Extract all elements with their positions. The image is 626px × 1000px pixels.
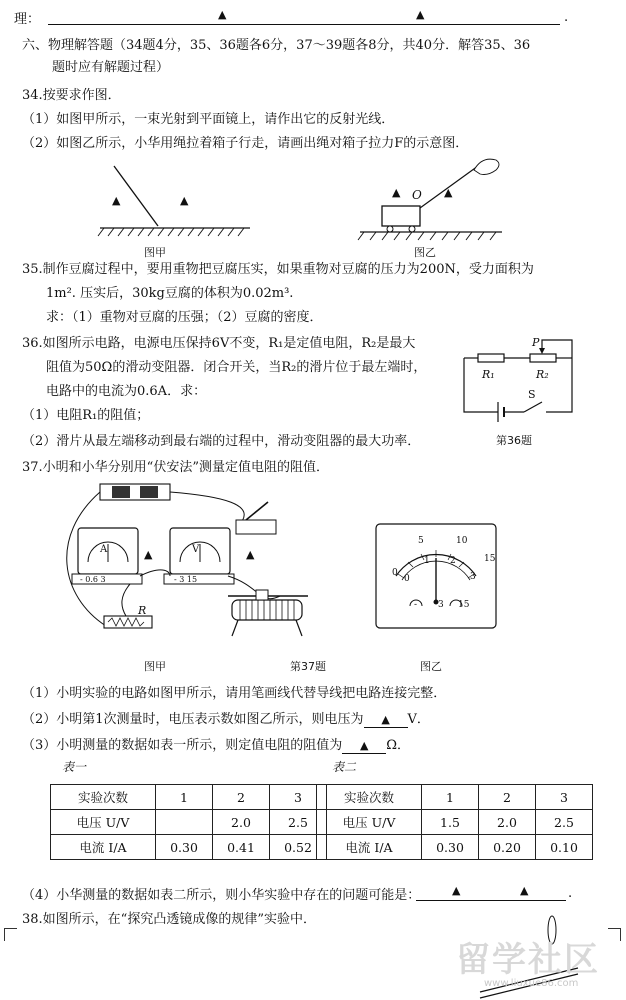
table-header-cell: 电流 I/A <box>317 835 422 860</box>
q34a-marker: ▲ <box>112 194 121 207</box>
unit-v: V． <box>407 712 430 727</box>
switch-base <box>236 520 276 534</box>
table-row <box>51 785 327 810</box>
table-cell: 1 <box>156 785 213 810</box>
table-cell: 0.10 <box>536 835 593 860</box>
q37-marker: ▲ <box>246 548 255 561</box>
table-cell: 2.0 <box>479 810 536 835</box>
crop-mark <box>4 928 17 941</box>
q37-part1: （1）小明实验的电路如图甲所示，请用笔画线代替导线把电路连接完整． <box>22 686 447 701</box>
q34-part1: （1）如图甲所示，一束光射到平面镜上，请作出它的反射光线． <box>22 112 395 127</box>
q37-part3 <box>22 734 410 754</box>
table-header-cell: 电流 I/A <box>51 835 156 860</box>
voltmeter-terminals: - 3 15 <box>174 575 198 584</box>
table-cell: 1.5 <box>422 810 479 835</box>
table-cell: 0.30 <box>156 835 213 860</box>
watermark-logo: 留学社区 <box>456 940 600 980</box>
dial-bottom-0: 0 <box>404 574 410 584</box>
table-row <box>51 810 327 835</box>
switch-lever <box>246 502 268 520</box>
unit-ohm: Ω． <box>386 738 411 753</box>
table-cell: 3 <box>536 785 593 810</box>
q37-marker: ▲ <box>144 548 153 561</box>
slider-arrow <box>539 348 545 354</box>
label-r1: R₁ <box>482 368 495 381</box>
q36-line2: 阻值为50Ω的滑动变阻器．闭合开关，当R₂的滑片位于最左端时， <box>46 360 427 375</box>
dial-top-5: 5 <box>418 536 424 546</box>
answer-marker: ▲ <box>218 8 227 21</box>
q37-stem: 37.小明和小华分别用“伏安法”测量定值电阻的阻值． <box>22 460 329 475</box>
q36-caption: 第36题 <box>496 434 532 447</box>
fig37-caption: 第37题 <box>290 660 326 673</box>
hand-drawing <box>474 159 499 174</box>
table-header-cell: 实验次数 <box>51 785 156 810</box>
table-row <box>317 835 593 860</box>
q37-figure-a <box>60 476 340 646</box>
battery-holder <box>100 484 170 500</box>
q36-line3: 电路中的电流为0.6A．求： <box>46 384 207 399</box>
rheostat-r2 <box>530 354 556 362</box>
dial-top-10: 10 <box>456 536 468 546</box>
table-row <box>317 785 593 810</box>
answer-marker: ▲ <box>416 8 425 21</box>
answer-line-label: 理： <box>14 12 41 27</box>
q36-part2: （2）滑片从最左端移动到最右端的过程中，滑动变阻器的最大功率． <box>22 434 421 449</box>
table1-title: 表一 <box>62 760 87 774</box>
answer-blank-line <box>416 900 566 901</box>
table-cell <box>156 810 213 835</box>
table-header-cell: 电压 U/V <box>317 810 422 835</box>
q34-stem: 34.按要求作图． <box>22 88 121 103</box>
q35-line1: 35.制作豆腐过程中，要用重物把豆腐压实，如果重物对豆腐的压力为200N，受力面积为 <box>22 262 534 277</box>
data-table-1 <box>50 784 327 860</box>
q34a-marker: ▲ <box>180 194 189 207</box>
rheostat-slider <box>256 590 268 600</box>
fig37a-caption: 图甲 <box>144 660 166 673</box>
q34-figure-b <box>356 150 516 240</box>
answer-blank-line <box>48 24 560 25</box>
dial-bottom-1: 1 <box>424 556 430 566</box>
table-cell: 2.5 <box>536 810 593 835</box>
cart-wheel <box>409 226 415 232</box>
box-cart <box>382 206 420 226</box>
answer-marker: ▲ <box>452 884 461 897</box>
rheostat-body <box>232 600 302 620</box>
q34b-marker: ▲ <box>444 186 453 199</box>
data-table-2 <box>316 784 593 860</box>
dial-bottom-2: 2 <box>450 556 456 566</box>
fig-b-caption: 图乙 <box>414 246 436 259</box>
label-s: S <box>528 388 536 401</box>
q36-line1: 36.如图所示电路，电源电压保持6V不变，R₁是定值电阻，R₂是最大 <box>22 336 416 351</box>
table-cell: 2 <box>213 785 270 810</box>
q36-circuit <box>458 336 578 418</box>
q37-part2 <box>22 708 430 728</box>
cart-wheel <box>387 226 393 232</box>
label-p: P <box>532 336 540 349</box>
table-cell: 0.41 <box>213 835 270 860</box>
dial-bottom-3: 3 <box>470 572 476 582</box>
crop-mark <box>608 928 621 941</box>
answer-blank: ▲ <box>342 738 386 754</box>
q38-stem: 38.如图所示，在“探究凸透镜成像的规律”实验中． <box>22 912 316 927</box>
point-o-label: O <box>412 188 422 202</box>
watermark-url: www.liuxue86.com <box>484 978 579 989</box>
table-header-cell: 实验次数 <box>317 785 422 810</box>
ammeter-terminals: - 0.6 3 <box>80 575 106 584</box>
q35-line2: 1m². 压实后，30kg豆腐的体积为0.02m³. <box>46 286 294 301</box>
q37-part3-text: （3）小明测量的数据如表一所示，则定值电阻的阻值为 <box>22 738 343 753</box>
mirror-hatch <box>98 228 244 236</box>
q34b-marker: ▲ <box>392 186 401 199</box>
dial-terminal-15: 15 <box>458 600 470 610</box>
table-cell: 2.0 <box>213 810 270 835</box>
table-cell: 1 <box>422 785 479 810</box>
dial-terminal-minus: - <box>414 600 418 610</box>
incident-ray <box>114 166 158 226</box>
fig37b-caption: 图乙 <box>420 660 442 673</box>
dial-terminal-3: 3 <box>438 600 444 610</box>
resistor-r1 <box>478 354 504 362</box>
line-end-period: . <box>564 10 569 25</box>
section-title: 六、物理解答题（34题4分，35、36题各6分，37～39题各8分，共40分．解答35、36 <box>22 38 531 53</box>
table-cell: 0.52 <box>270 835 327 860</box>
table-cell: 3 <box>270 785 327 810</box>
resistor-label: R <box>138 604 147 617</box>
table-cell: 2.5 <box>270 810 327 835</box>
table-cell: 0.20 <box>479 835 536 860</box>
voltmeter-label: V <box>192 544 200 555</box>
q35-line3: 求：（1）重物对豆腐的压强；（2）豆腐的密度． <box>46 310 323 325</box>
answer-marker: ▲ <box>520 884 529 897</box>
table2-title: 表二 <box>332 760 357 774</box>
fig-a-caption: 图甲 <box>144 246 166 259</box>
table-cell: 0.30 <box>422 835 479 860</box>
table-header-cell: 电压 U/V <box>51 810 156 835</box>
line-end-period: . <box>568 886 573 901</box>
q37-part4: （4）小华测量的数据如表二所示，则小华实验中存在的问题可能是： <box>22 888 421 903</box>
ammeter-label: A <box>100 544 108 555</box>
q37-part2-text: （2）小明第1次测量时，电压表示数如图乙所示，则电压为 <box>22 712 364 727</box>
section-title-cont: 题时应有解题过程） <box>52 60 170 75</box>
q36-part1: （1）电阻R₁的阻值； <box>22 408 150 423</box>
answer-blank: ▲ <box>364 712 408 728</box>
table-row <box>317 810 593 835</box>
label-r2: R₂ <box>536 368 549 381</box>
dial-top-15: 15 <box>484 554 496 564</box>
table-row <box>51 835 327 860</box>
table-cell: 2 <box>479 785 536 810</box>
q34-part2: （2）如图乙所示，小华用绳拉着箱子行走，请画出绳对箱子拉力F的示意图． <box>22 136 469 151</box>
dial-top-0: 0 <box>392 568 398 578</box>
